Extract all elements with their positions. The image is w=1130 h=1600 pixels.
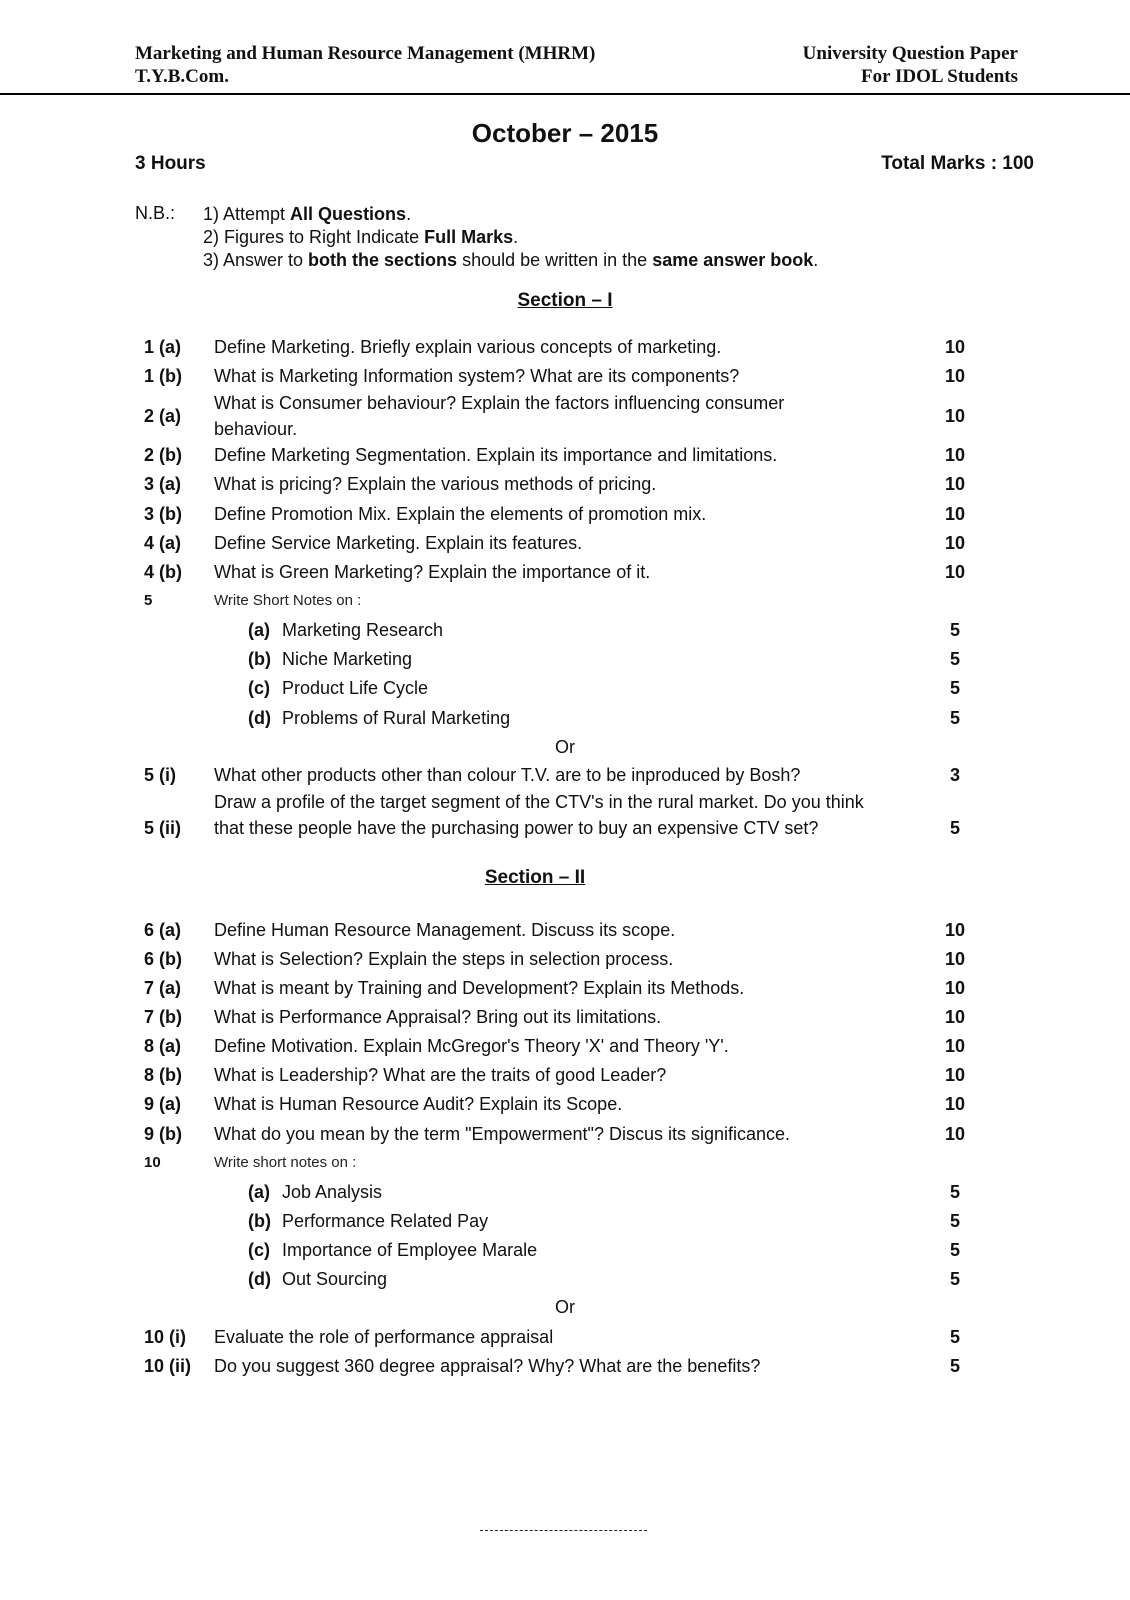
instruction-3: 3) Answer to both the sections should be written in the same answer book.: [203, 250, 819, 270]
course-header: [135, 42, 595, 88]
sub-question-label: (d): [248, 1269, 271, 1289]
sub-question-text: Product Life Cycle: [282, 678, 429, 698]
question-number: 5: [144, 592, 153, 609]
question-text: Do you suggest 360 degree appraisal? Why? What are the benefits?: [214, 1356, 761, 1376]
question-marks: 10: [944, 1007, 966, 1027]
question-number: 8 (b): [144, 1065, 182, 1085]
question-number: 1 (b): [144, 366, 182, 386]
sub-question-text: Importance of Employee Marale: [282, 1240, 538, 1260]
section-2-heading: Section – II: [484, 867, 586, 888]
section-1-heading: Section – I: [517, 290, 613, 311]
or-separator: Or: [555, 1297, 575, 1317]
question-text: Define Service Marketing. Explain its features.: [214, 533, 583, 553]
question-marks: 5: [949, 649, 960, 669]
question-marks: 5: [949, 678, 960, 698]
question-marks: 10: [944, 1065, 966, 1085]
question-marks: 10: [944, 920, 966, 940]
question-text: Write Short Notes on :: [214, 592, 362, 609]
sub-question-text: Performance Related Pay: [282, 1211, 489, 1231]
question-text: What is Leadership? What are the traits of good Leader?: [214, 1065, 667, 1085]
question-text: What do you mean by the term "Empowerment"? Discus its significance.: [214, 1124, 791, 1144]
question-marks: 10: [944, 474, 966, 494]
question-number: 9 (b): [144, 1124, 182, 1144]
question-text: What other products other than colour T.V. are to be inproduced by Bosh?: [214, 765, 801, 785]
question-marks: 10: [944, 1094, 966, 1114]
instructions: [203, 203, 818, 272]
sub-question-label: (a): [248, 620, 270, 640]
question-marks: 10: [944, 533, 966, 553]
sub-question-label: (b): [248, 649, 271, 669]
instruction-2: 2) Figures to Right Indicate Full Marks.: [203, 227, 519, 247]
question-text: What is Consumer behaviour? Explain the factors influencing consumer behaviour.: [214, 393, 785, 439]
question-text: What is Green Marketing? Explain the importance of it.: [214, 562, 651, 582]
course-class: T.Y.B.Com.: [135, 66, 229, 87]
question-text: What is meant by Training and Development? Explain its Methods.: [214, 978, 745, 998]
question-marks: 10: [944, 445, 966, 465]
question-text: What is pricing? Explain the various methods of pricing.: [214, 474, 657, 494]
exam-duration: 3 Hours: [135, 153, 206, 174]
sub-question-text: Out Sourcing: [282, 1269, 388, 1289]
question-number: 6 (a): [144, 920, 182, 940]
sub-question-text: Problems of Rural Marketing: [282, 708, 511, 728]
question-marks: 10: [944, 504, 966, 524]
question-text: Define Marketing. Briefly explain various concepts of marketing.: [214, 337, 722, 357]
question-marks: 3: [949, 765, 960, 785]
question-number: 7 (a): [144, 978, 182, 998]
question-marks: 10: [944, 949, 966, 969]
sub-question-label: (c): [248, 678, 270, 698]
question-marks: 5: [949, 1211, 960, 1231]
or-separator: Or: [555, 737, 575, 757]
question-number: 8 (a): [144, 1036, 182, 1056]
sub-question-text: Marketing Research: [282, 620, 444, 640]
paper-header: [803, 42, 1018, 88]
question-text: What is Selection? Explain the steps in selection process.: [214, 949, 674, 969]
sub-question-label: (d): [248, 708, 271, 728]
question-text: Define Motivation. Explain McGregor's Theory 'X' and Theory 'Y'.: [214, 1036, 729, 1056]
question-text: Define Promotion Mix. Explain the elements of promotion mix.: [214, 504, 707, 524]
question-marks: 5: [949, 1240, 960, 1260]
sub-question-text: Niche Marketing: [282, 649, 413, 669]
question-number: 6 (b): [144, 949, 182, 969]
question-marks: 10: [944, 978, 966, 998]
question-marks: 5: [949, 1182, 960, 1202]
instruction-1: 1) Attempt All Questions.: [203, 204, 412, 224]
question-marks: 10: [944, 1036, 966, 1056]
question-marks: 10: [944, 1124, 966, 1144]
paper-audience: For IDOL Students: [861, 66, 1018, 87]
course-title: Marketing and Human Resource Management (MHRM): [135, 43, 596, 64]
sub-question-text: Job Analysis: [282, 1182, 383, 1202]
sub-question-label: (c): [248, 1240, 270, 1260]
question-number: 5 (i): [144, 765, 177, 785]
paper-type: University Question Paper: [802, 43, 1018, 64]
question-number: 5 (ii): [144, 818, 182, 838]
sub-question-label: (a): [248, 1182, 270, 1202]
question-number: 4 (a): [144, 533, 182, 553]
question-number: 1 (a): [144, 337, 182, 357]
question-marks: 5: [949, 1327, 960, 1347]
question-marks: 10: [944, 366, 966, 386]
header-divider: [0, 93, 1130, 95]
question-marks: 5: [949, 818, 960, 838]
question-text: Define Human Resource Management. Discuss its scope.: [214, 920, 676, 940]
question-number: 2 (a): [144, 406, 182, 426]
question-text: What is Marketing Information system? What are its components?: [214, 366, 740, 386]
question-marks: 5: [949, 620, 960, 640]
question-marks: 5: [949, 1269, 960, 1289]
question-text: Draw a profile of the target segment of the CTV's in the rural market. Do you think that these people have the purchasing power to buy an expensive CTV set?: [214, 792, 864, 838]
question-number: 3 (a): [144, 474, 182, 494]
exam-title: October – 2015: [471, 118, 659, 148]
question-text: Define Marketing Segmentation. Explain its importance and limitations.: [214, 445, 778, 465]
question-marks: 10: [944, 337, 966, 357]
question-number: 2 (b): [144, 445, 182, 465]
question-text: Evaluate the role of performance appraisal: [214, 1327, 554, 1347]
end-of-paper-line: [480, 1530, 647, 1531]
question-number: 3 (b): [144, 504, 182, 524]
nb-label: N.B.:: [135, 203, 176, 223]
question-marks: 10: [944, 562, 966, 582]
question-marks: 10: [944, 406, 966, 426]
question-number: 9 (a): [144, 1094, 182, 1114]
question-number: 4 (b): [144, 562, 182, 582]
question-number: 10 (ii): [144, 1356, 192, 1376]
total-marks: Total Marks : 100: [881, 153, 1034, 174]
question-number: 7 (b): [144, 1007, 182, 1027]
question-number: 10: [144, 1154, 161, 1171]
question-text: Write short notes on :: [214, 1154, 357, 1171]
question-text: What is Performance Appraisal? Bring out its limitations.: [214, 1007, 662, 1027]
question-text: What is Human Resource Audit? Explain its Scope.: [214, 1094, 623, 1114]
question-marks: 5: [949, 708, 960, 728]
sub-question-label: (b): [248, 1211, 271, 1231]
question-number: 10 (i): [144, 1327, 187, 1347]
question-marks: 5: [949, 1356, 960, 1376]
